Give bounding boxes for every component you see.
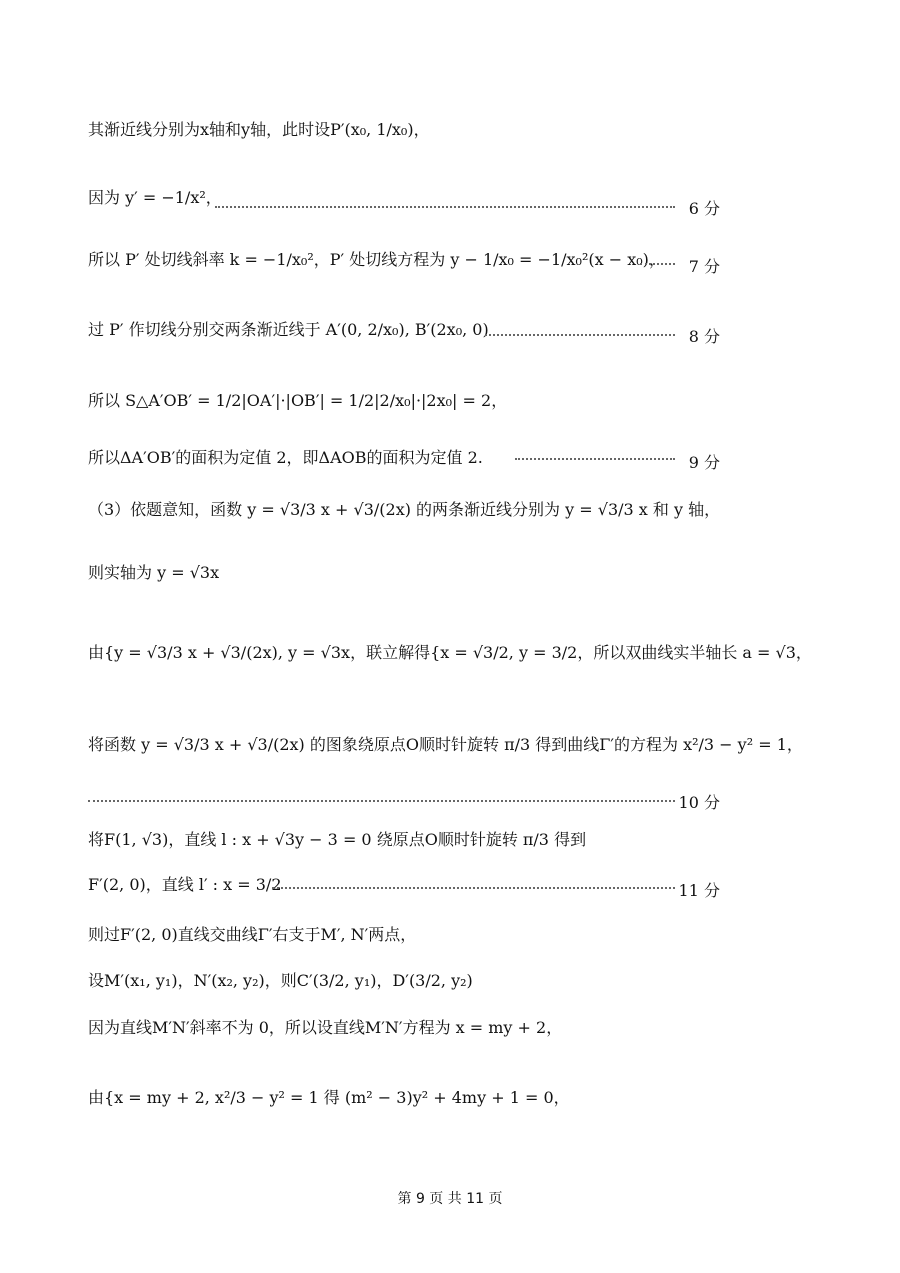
leader-dots-6 (215, 206, 675, 208)
score-9: 9 分 (688, 453, 720, 472)
line-2-text: 因为 y′ = −1/x²， (88, 188, 222, 207)
line-16-text: 由{x = my + 2, x²/3 − y² = 1 得 (m² − 3)y² + 4my + 1 = 0， (88, 1088, 570, 1107)
line-8-text: 则实轴为 y = √3x (88, 563, 220, 582)
line-15-text: 因为直线M′N′斜率不为 0，所以设直线M′N′方程为 x = my + 2， (88, 1018, 563, 1037)
line-3-text: 所以 P′ 处切线斜率 k = −1/x₀²，P′ 处切线方程为 y − 1/x₀ = −1/x₀²(x − x₀)， (88, 250, 665, 269)
line-15 (88, 1020, 720, 1036)
line-12-text: F′(2, 0)，直线 l′ : x = 3/2 (88, 875, 282, 894)
line-1-text: 其渐近线分别为x轴和y轴，此时设P′(x₀, 1/x₀)， (88, 120, 430, 139)
line-16 (88, 1090, 720, 1106)
line-1 (88, 122, 720, 138)
line-5 (88, 393, 720, 409)
score-10: 10 分 (678, 793, 720, 812)
line-4-text: 过 P′ 作切线分别交两条渐近线于 A′(0, 2/x₀), B′(2x₀, 0) (88, 320, 489, 339)
score-8: 8 分 (688, 327, 720, 346)
score-7: 7 分 (688, 257, 720, 276)
line-11 (88, 832, 720, 848)
line-3 (88, 252, 720, 268)
line-11-text: 将F(1, √3)，直线 l : x + √3y − 3 = 0 绕原点O顺时针旋转 π/3 得到 (88, 830, 587, 849)
line-2 (88, 190, 720, 206)
line-13 (88, 927, 720, 943)
line-9-text: 由{y = √3/3 x + √3/(2x), y = √3x，联立解得{x = √3/2, y = 3/2，所以双曲线实半轴长 a = √3， (88, 643, 812, 662)
score-11: 11 分 (678, 881, 720, 900)
page-footer: 第 9 页 共 11 页 (397, 1191, 503, 1207)
line-9 (88, 643, 812, 662)
line-14-text: 设M′(x₁, y₁)，N′(x₂, y₂)，则C′(3/2, y₁)，D′(3/2, y₂) (88, 971, 473, 990)
line-7 (88, 502, 720, 518)
line-14 (88, 973, 720, 989)
leader-dots-11 (272, 887, 675, 889)
score-6: 6 分 (688, 199, 720, 218)
line-12 (88, 877, 720, 893)
line-7-text: （3）依题意知，函数 y = √3/3 x + √3/(2x) 的两条渐近线分别为 y = √3/3 x 和 y 轴， (88, 500, 721, 519)
leader-dots-8 (485, 334, 675, 336)
leader-dots-7 (640, 263, 675, 265)
line-10 (88, 735, 803, 754)
line-10-text: 将函数 y = √3/3 x + √3/(2x) 的图象绕原点O顺时针旋转 π/3 得到曲线Γ′的方程为 x²/3 − y² = 1， (88, 735, 803, 754)
leader-dots-9 (515, 458, 675, 460)
line-5-text: 所以 S△A′OB′ = 1/2|OA′|·|OB′| = 1/2|2/x₀|·|2x₀| = 2， (88, 391, 508, 410)
leader-dots-10 (88, 800, 675, 802)
line-6-text: 所以ΔA′OB′的面积为定值 2，即ΔAOB的面积为定值 2. (88, 448, 483, 467)
line-13-text: 则过F′(2, 0)直线交曲线Γ′右支于M′, N′两点， (88, 925, 417, 944)
line-8 (88, 565, 720, 581)
